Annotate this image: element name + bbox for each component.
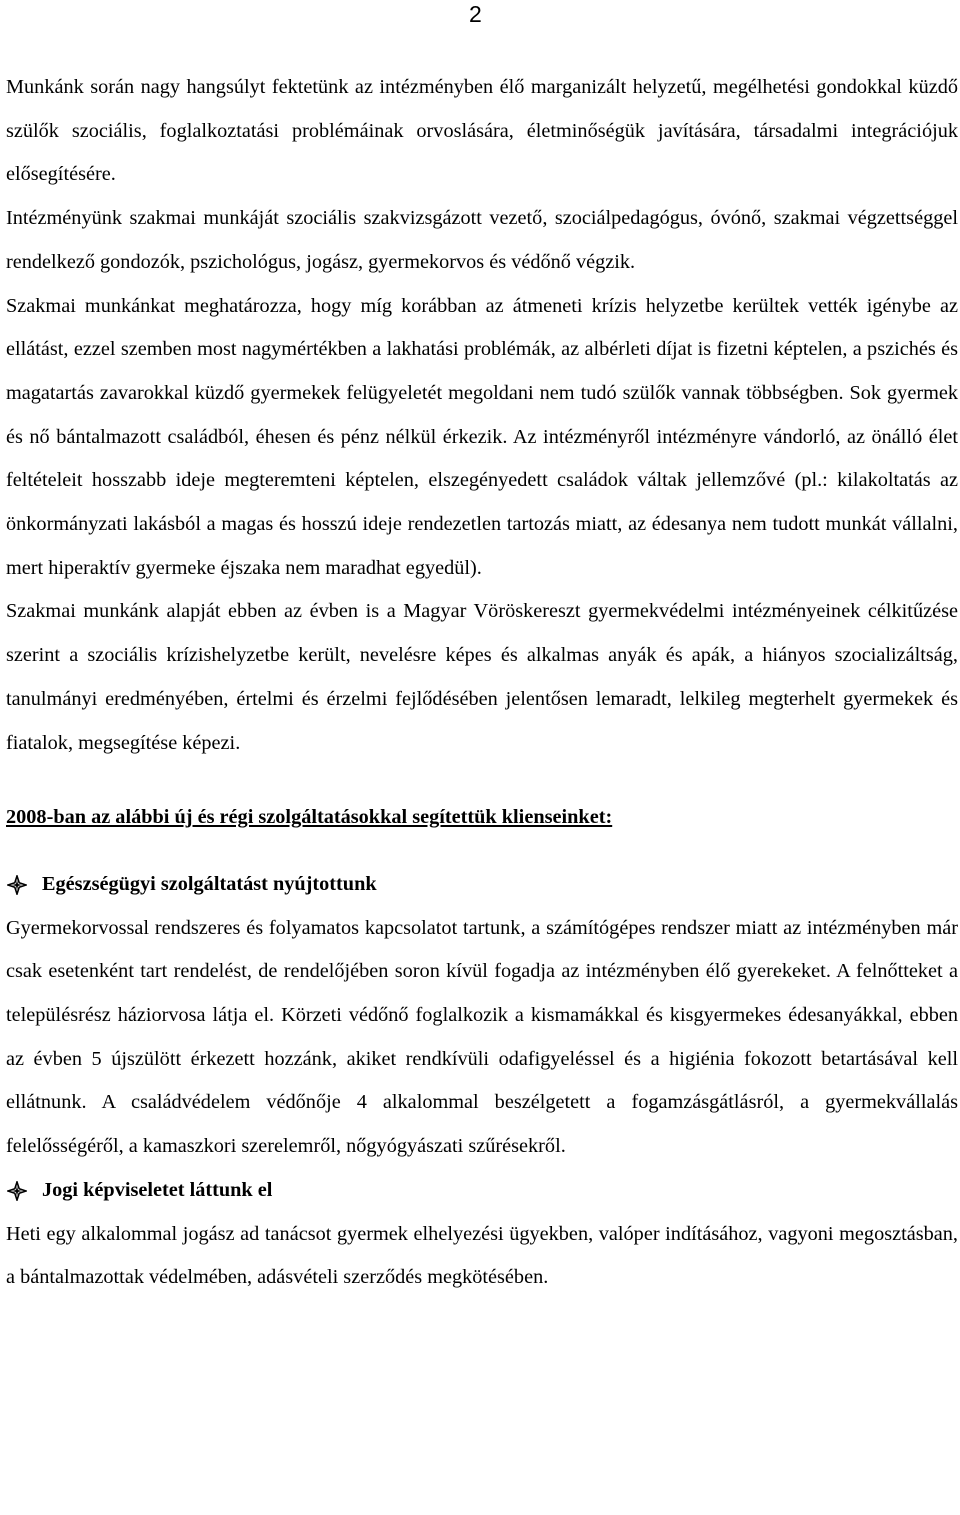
- page-number: 2: [469, 1, 482, 27]
- service-text-legal: Heti egy alkalommal jogász ad tanácsot gyermek elhelyezési ügyekben, valóper indításához, vagyoni megosztásban, a bántalmazottak védelmében, adásvételi szerződés megkötésében.: [6, 1222, 958, 1289]
- section-heading-services: 2008-ban az alábbi új és régi szolgáltatásokkal segítettük klienseinket:: [6, 806, 613, 829]
- paragraph-staff: Intézményünk szakmai munkáját szociális szakvizsgázott vezető, szociálpedagógus, óvónő, szakmai végzettséggel rendelkező gondozók, pszichológus, jogász, gyermekorvos és védőnő végzik.: [6, 207, 958, 273]
- service-heading-legal: [6, 1169, 958, 1213]
- service-heading-health: [6, 863, 958, 907]
- paragraph-basis: Szakmai munkánk alapját ebben az évben is a Magyar Vöröskereszt gyermekvédelmi intézményeinek célkitűzése szerint a szociális krízishelyzetbe került, nevelésre képes és alkalmas anyák és apák, a hiányos szocializáltság, tanulmányi eredményében, értelmi és érzelmi fejlődésében jelentősen lemaradt, lelkileg megterhelt gyermekek és fiatalok, megsegítése képezi.: [6, 600, 958, 754]
- diamond-star-bullet-icon: [7, 875, 27, 895]
- diamond-star-bullet-icon: [7, 1181, 27, 1201]
- paragraph-situation: Szakmai munkánkat meghatározza, hogy míg korábban az átmeneti krízis helyzetbe kerültek vették igénybe az ellátást, ezzel szemben most nagymértékben a lakhatási problémák, az albérleti díjat is fizetni képtelen, a pszichés és magatartás zavarokkal küzdő gyermekek felügyeletét megoldani nem tudó szülők vannak többségben. Sok gyermek és nő bántalmazott családból, éhesen és pénz nélkül érkezik. Az intézményről intézményre vándorló, az önálló élet feltételeit hosszabb ideje megteremteni képtelen, elszegényedett családok váltak jellemzővé (pl.: kilakoltatás az önkormányzati lakásból a magas és hosszú ideje rendezetlen tartozás miatt, az édesanya nem tudott munkát vállalni, mert hiperaktív gyermeke éjszaka nem maradhat egyedül).: [6, 294, 958, 579]
- service-heading-health-label: Egészségügyi szolgáltatást nyújtottunk: [42, 872, 377, 895]
- document-body: [6, 66, 958, 1300]
- paragraph-intro: Munkánk során nagy hangsúlyt fektetünk az intézményben élő marganizált helyzetű, megélhetési gondokkal küzdő szülők szociális, foglalkoztatási problémáinak orvoslására, életminőségük javítására, társadalmi integrációjuk elősegítésére.: [6, 76, 958, 186]
- service-text-health: Gyermekorvossal rendszeres és folyamatos kapcsolatot tartunk, a számítógépes rendszer miatt az intézményben már csak esetenként tart rendelést, de rendelőjében soron kívül fogadja az intézményben élő gyerekeket. A felnőtteket a településrész háziorvosa látja el. Körzeti védőnő foglalkozik a kismamákkal és kisgyermekes édesanyákkal, ebben az évben 5 újszülött érkezett hozzánk, akiket rendkívüli odafigyeléssel és a higiénia fokozott betartásával kell ellátnunk. A családvédelem védőnője 4 alkalommal beszélgetett a fogamzásgátlásról, a gyermekvállalás felelősségéről, a kamaszkori szerelemről, nőgyógyászati szűrésekről.: [6, 916, 958, 1158]
- service-heading-legal-label: Jogi képviseletet láttunk el: [42, 1178, 273, 1201]
